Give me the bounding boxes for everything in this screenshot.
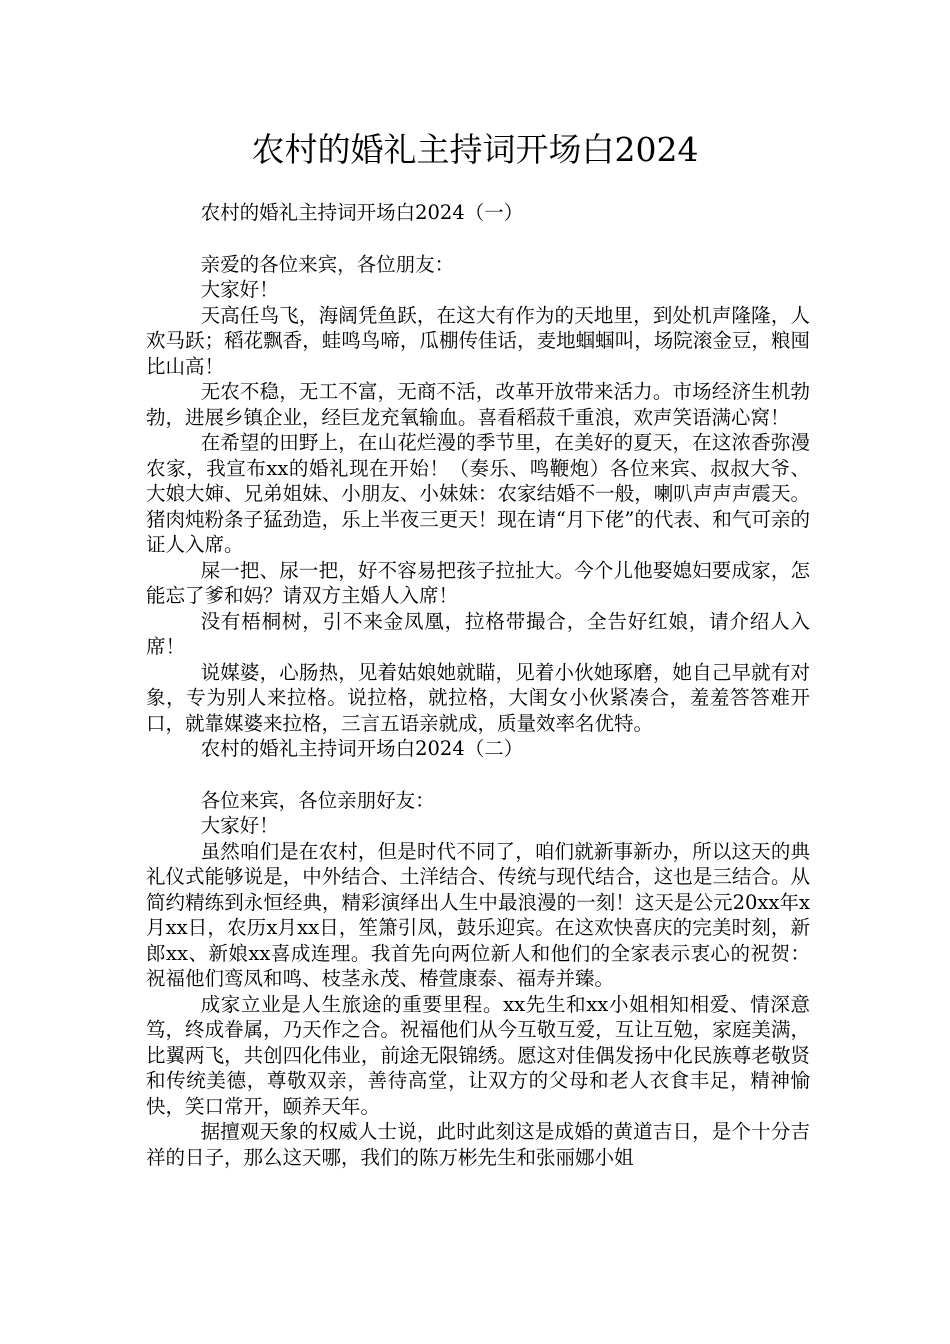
section-heading: 农村的婚礼主持词开场白2024（一） (200, 201, 524, 224)
paragraph: 大家好！ (200, 814, 279, 837)
paragraph: 各位来宾，各位亲朋好友： (200, 788, 435, 812)
section-heading: 农村的婚礼主持词开场白2024（二） (200, 737, 524, 760)
paragraph: 大家好！ (200, 278, 279, 301)
paragraph: 说媒婆，心肠热，见着姑娘她就瞄，见着小伙她琢磨，她自己早就有对象，专为别人来拉格。说拉格，就拉格，大闺女小伙紧凑合，羞羞答答难开口，就靠媒婆来拉格，三言五语亲就成，质量效率名优特。 (146, 660, 810, 735)
paragraph: 在希望的田野上，在山花烂漫的季节里，在美好的夏天，在这浓香弥漫农家，我宣布xx的婚礼现在开始！（奏乐、鸣鞭炮）各位来宾、叔叔大爷、大娘大婶、兄弟姐妹、小朋友、小妹妹：农家结婚不一般，喇叭声声声震天。猪肉炖粉条子猛劲造，乐上半夜三更天！现在请“月下佬”的代表、和气可亲的证人入席。 (146, 431, 810, 556)
document-body (146, 200, 810, 1170)
paragraph: 天高任鸟飞，海阔凭鱼跃，在这大有作为的天地里，到处机声隆隆，人欢马跃；稻花飘香，蛙鸣鸟啼，瓜棚传佳话，麦地蝈蝈叫，场院滚金豆，粮囤比山高！ (146, 303, 810, 378)
paragraph: 没有梧桐树，引不来金凤凰，拉格带撮合，全告好红娘，请介绍人入席！ (146, 609, 810, 658)
paragraph: 屎一把、尿一把，好不容易把孩子拉扯大。今个儿他娶媳妇要成家，怎能忘了爹和妈？请双方主婚人入席！ (146, 558, 810, 607)
paragraph: 据擅观天象的权威人士说，此时此刻这是成婚的黄道吉日，是个十分吉祥的日子，那么这天哪，我们的陈万彬先生和张丽娜小姐 (146, 1120, 810, 1169)
paragraph: 成家立业是人生旅途的重要里程。xx先生和xx小姐相知相爱、情深意笃，终成眷属，乃天作之合。祝福他们从今互敬互爱，互让互勉，家庭美满，比翼两飞，共创四化伟业，前途无限锦绣。愿这对佳偶发扬中化民族尊老敬贤和传统美德，尊敬双亲，善待高堂，让双方的父母和老人衣食丰足，精神愉快，笑口常开，颐养天年。 (146, 992, 810, 1118)
paragraph: 无农不稳，无工不富，无商不活，改革开放带来活力。市场经济生机勃勃，进展乡镇企业，经巨龙充氧输血。喜看稻菽千重浪，欢声笑语满心窝！ (146, 380, 810, 429)
paragraph: 虽然咱们是在农村，但是时代不同了，咱们就新事新办，所以这天的典礼仪式能够说是，中外结合、土洋结合、传统与现代结合，这也是三结合。从简约精练到永恒经典，精彩演绎出人生中最浪漫的一刻！这天是公元20xx年x月xx日，农历x月xx日，笙箫引凤，鼓乐迎宾。在这欢快喜庆的完美时刻，新郎xx、新娘xx喜成连理。我首先向两位新人和他们的全家表示衷心的祝贺：祝福他们鸾凤和鸣、枝茎永茂、椿萱康泰、福寿并臻。 (146, 839, 810, 990)
document-title: 农村的婚礼主持词开场白2024 (251, 130, 699, 169)
paragraph: 亲爱的各位来宾，各位朋友： (200, 252, 455, 276)
